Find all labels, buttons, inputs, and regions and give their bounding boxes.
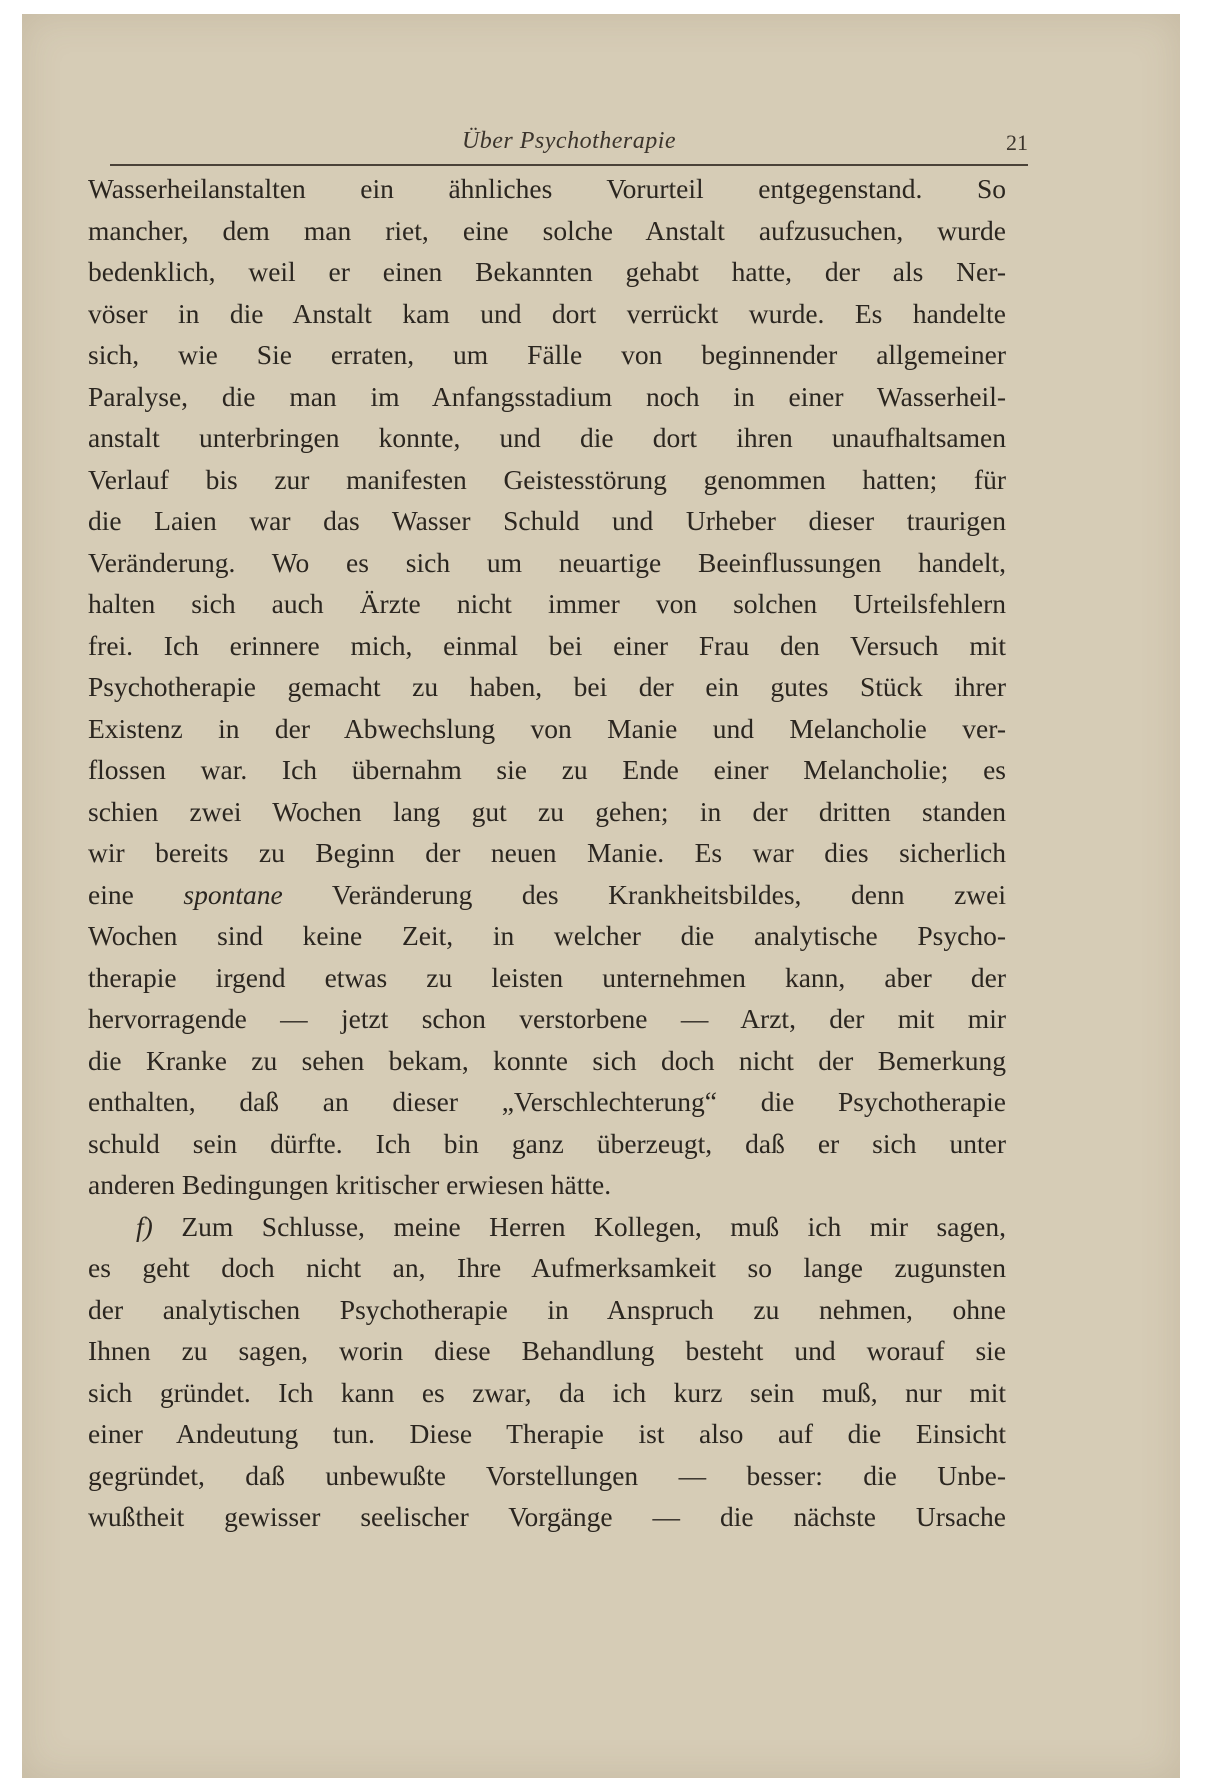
text-line: schien zwei Wochen lang gut zu gehen; in der dritten standen (88, 795, 1006, 827)
text-line (88, 874, 1006, 916)
text-line: Wasserheilanstalten ein ähnliches Vorurteil entgegenstand. So (88, 173, 1006, 204)
text-line: Veränderung. Wo es sich um neuartige Beeinflussungen handelt, (88, 546, 1006, 578)
text-line: Ihnen zu sagen, worin diese Behandlung besteht und worauf sie (88, 1335, 1006, 1366)
section-label: f) (136, 1210, 153, 1242)
text-line: gegründet, daß unbewußte Vorstellungen — besser: die Unbe- (88, 1459, 1006, 1491)
text-line: es geht doch nicht an, Ihre Aufmerksamkeit so lange zugunsten (88, 1252, 1006, 1283)
text-line: therapie irgend etwas zu leisten unternehmen kann, aber der (88, 961, 1006, 993)
text-segment: Veränderung des Krankheitsbildes, denn zwei (282, 878, 1006, 910)
text-line: mancher, dem man riet, eine solche Anstalt aufzusuchen, wurde (88, 214, 1006, 246)
text-line: wußtheit gewisser seelischer Vorgänge — die nächste Ursache (88, 1501, 1006, 1532)
text-line: Psychotherapie gemacht zu haben, bei der ein gutes Stück ihrer (88, 671, 1006, 702)
text-line: bedenklich, weil er einen Bekannten gehabt hatte, der als Ner- (88, 256, 1006, 287)
page-header (110, 128, 1028, 166)
text-line: vöser in die Anstalt kam und dort verrückt wurde. Es handelte (88, 297, 1006, 329)
text-line: anstalt unterbringen konnte, und die dort ihren unaufhaltsamen (88, 422, 1006, 453)
running-title: Über Psychotherapie (461, 128, 677, 154)
body-text (88, 168, 1006, 1538)
text-line: einer Andeutung tun. Diese Therapie ist also auf die Einsicht (88, 1418, 1006, 1449)
text-line: die Laien war das Wasser Schuld und Urheber dieser traurigen (88, 505, 1006, 536)
text-segment: eine (88, 878, 184, 910)
text-line: enthalten, daß an dieser „Verschlechterung“ die Psychotherapie (88, 1086, 1006, 1117)
page-number: 21 (1006, 130, 1028, 155)
text-line: sich gründet. Ich kann es zwar, da ich kurz sein muß, nur mit (88, 1376, 1006, 1408)
text-segment: Zum Schlusse, meine Herren Kollegen, muß ich mir sagen, (152, 1210, 1006, 1242)
text-line: sich, wie Sie erraten, um Fälle von beginnender allgemeiner (88, 339, 1006, 370)
text-line: anderen Bedingungen kritischer erwiesen hätte. (88, 1169, 612, 1200)
text-line: der analytischen Psychotherapie in Anspruch zu nehmen, ohne (88, 1293, 1006, 1325)
text-line: Verlauf bis zur manifesten Geistesstörung genommen hatten; für (88, 463, 1006, 495)
text-line: schuld sein dürfte. Ich bin ganz überzeugt, daß er sich unter (88, 1127, 1006, 1159)
text-line: die Kranke zu sehen bekam, konnte sich doch nicht der Bemerkung (88, 1044, 1006, 1076)
text-line: flossen war. Ich übernahm sie zu Ende einer Melancholie; es (88, 754, 1006, 785)
text-line: Existenz in der Abwechslung von Manie und Melancholie ver- (88, 712, 1006, 744)
emphasized-word: spontane (183, 878, 283, 910)
text-line: halten sich auch Ärzte nicht immer von solchen Urteilsfehlern (88, 588, 1006, 619)
text-line: frei. Ich erinnere mich, einmal bei einer Frau den Versuch mit (88, 629, 1006, 661)
text-line: Paralyse, die man im Anfangsstadium noch in einer Wasserheil- (88, 380, 1006, 412)
text-line: hervorragende — jetzt schon verstorbene — Arzt, der mit mir (88, 1003, 1006, 1034)
text-line: Wochen sind keine Zeit, in welcher die analytische Psycho- (88, 920, 1006, 951)
text-line: wir bereits zu Beginn der neuen Manie. Es war dies sicherlich (88, 837, 1006, 868)
text-line (88, 1206, 1006, 1248)
